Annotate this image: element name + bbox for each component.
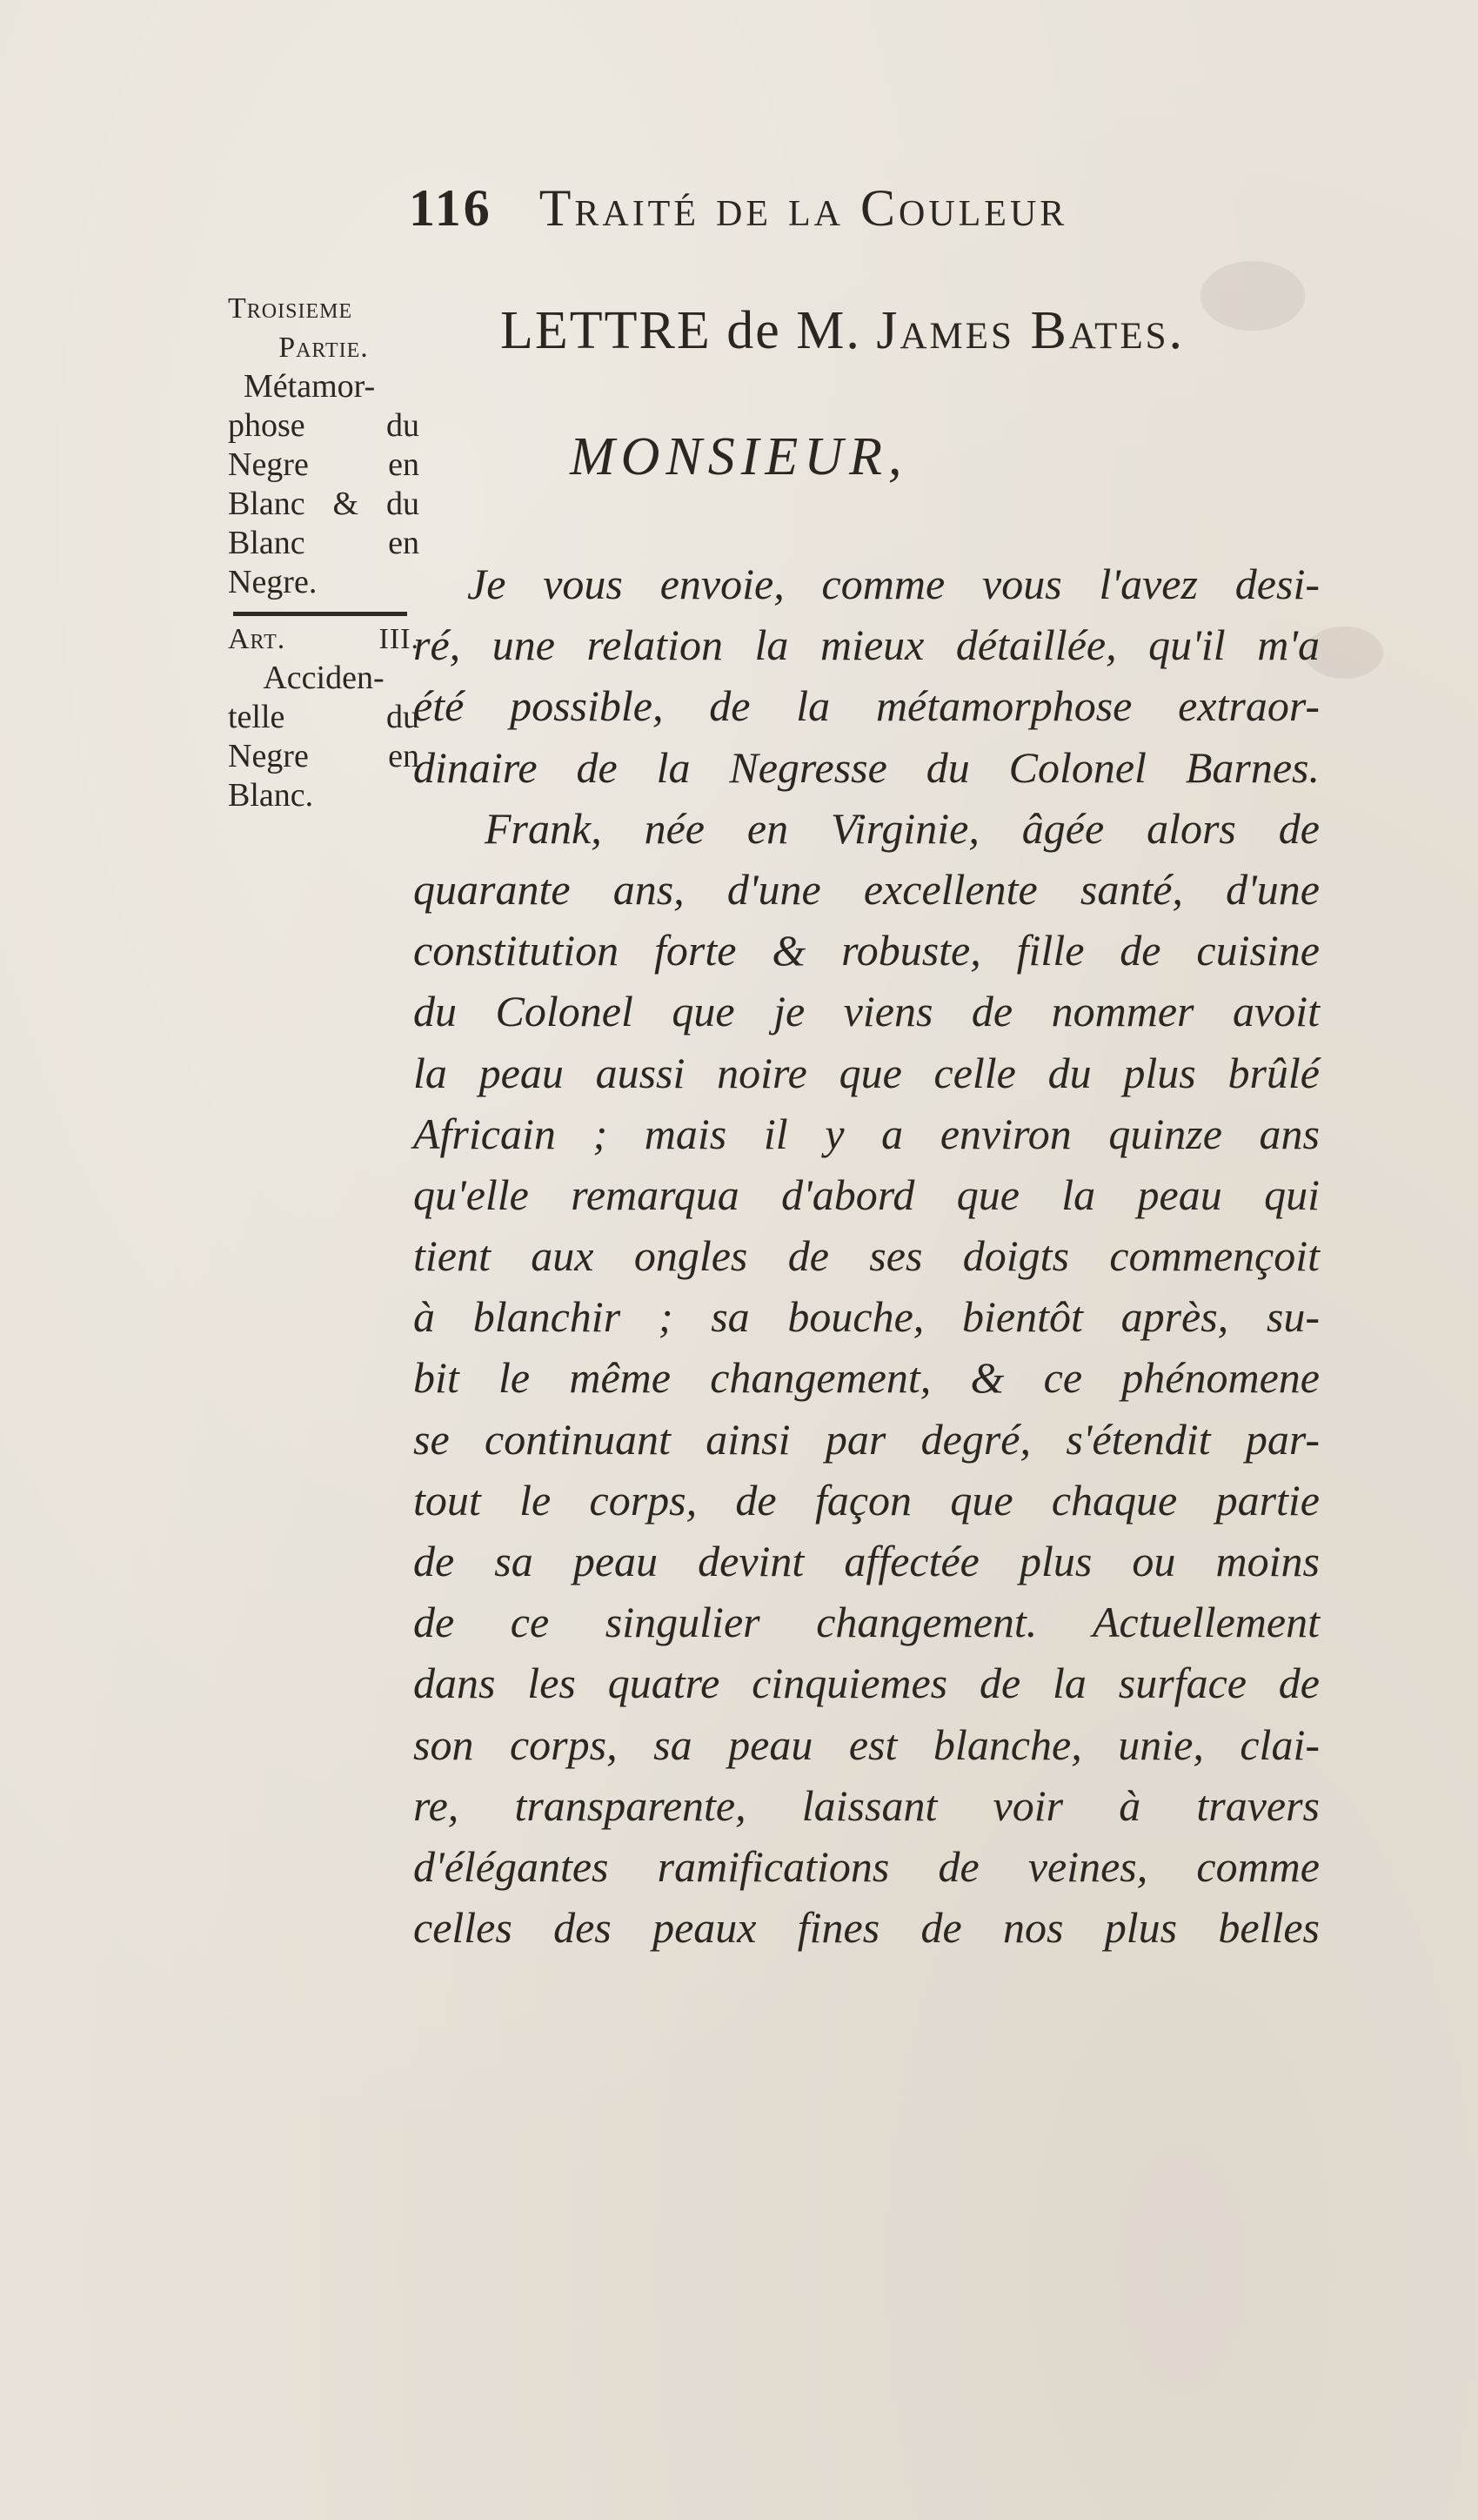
body-line: tout le corps, de façon que chaque partie [413,1475,1320,1525]
body-line: du Colonel que je viens de nommer avoit [413,987,1320,1036]
body-line: ré, une relation la mieux détaillée, qu'il m'a [413,620,1320,670]
salutation: MONSIEUR, [570,427,908,486]
body-line: se continuant ainsi par degré, s'étendit par- [413,1414,1320,1464]
body-line: quarante ans, d'une excellente santé, d'une [413,864,1320,914]
body-line: de ce singulier changement. Actuellement [413,1598,1320,1647]
margin-note-line: Blanc & du [228,486,419,522]
body-line: dans les quatre cinquiemes de la surface de [413,1659,1320,1708]
page-number: 116 [409,179,492,237]
body-line: Africain ; mais il y a environ quinze ans [413,1109,1320,1158]
margin-note-line: Blanc. [228,777,314,814]
margin-note-line: Troisieme [228,292,353,325]
letter-heading-name: James Bates. [876,301,1186,360]
margin-note-line: Métamor- [244,368,376,405]
body-line: re, transparente, laissant voir à travers [413,1780,1320,1830]
margin-note-line: Partie. [278,332,369,364]
body-line: tient aux ongles de ses doigts commençoit [413,1231,1320,1281]
body-line: qu'elle remarqua d'abord que la peau qui [413,1170,1320,1219]
letter-body [413,553,1320,1958]
running-head [409,178,1279,248]
body-line: dinaire de la Negresse du Colonel Barnes. [413,742,1320,792]
body-line: son corps, sa peau est blanche, unie, clai- [413,1719,1320,1769]
margin-note-line: Negre. [228,564,318,600]
margin-note-line: Negre en [228,446,419,483]
body-line: d'élégantes ramifications de veines, comme [413,1841,1320,1891]
body-line: celles des peaux fines de nos plus belles [413,1903,1320,1953]
margin-note-line: Blanc en [228,525,419,561]
margin-note-line: telle du [228,699,419,735]
margin-note-divider [233,612,407,616]
margin-note-line: Art. III. [228,623,419,655]
margin-note-line: Negre en [228,738,419,774]
body-line: la peau aussi noire que celle du plus brûlé [413,1048,1320,1097]
body-line: de sa peau devint affectée plus ou moins [413,1537,1320,1585]
running-title: Traité de la Couleur [538,179,1068,237]
body-line: à blanchir ; sa bouche, bientôt après, su- [413,1292,1320,1342]
letter-heading [500,300,1335,362]
body-line: été possible, de la métamorphose extraor- [413,681,1320,731]
body-line: Je vous envoie, comme vous l'avez desi- [467,560,1320,608]
margin-note-article [228,620,419,815]
letter-heading-prefix: LETTRE de M. [500,301,861,360]
body-line: Frank, née en Virginie, âgée alors de [485,803,1320,853]
margin-note-part [228,289,419,602]
body-line: bit le même changement, & ce phénomene [413,1353,1320,1403]
margin-note-line: phose du [228,407,419,444]
margin-note-line: Acciden- [263,660,385,696]
body-line: constitution forte & robuste, fille de cuisine [413,926,1320,975]
